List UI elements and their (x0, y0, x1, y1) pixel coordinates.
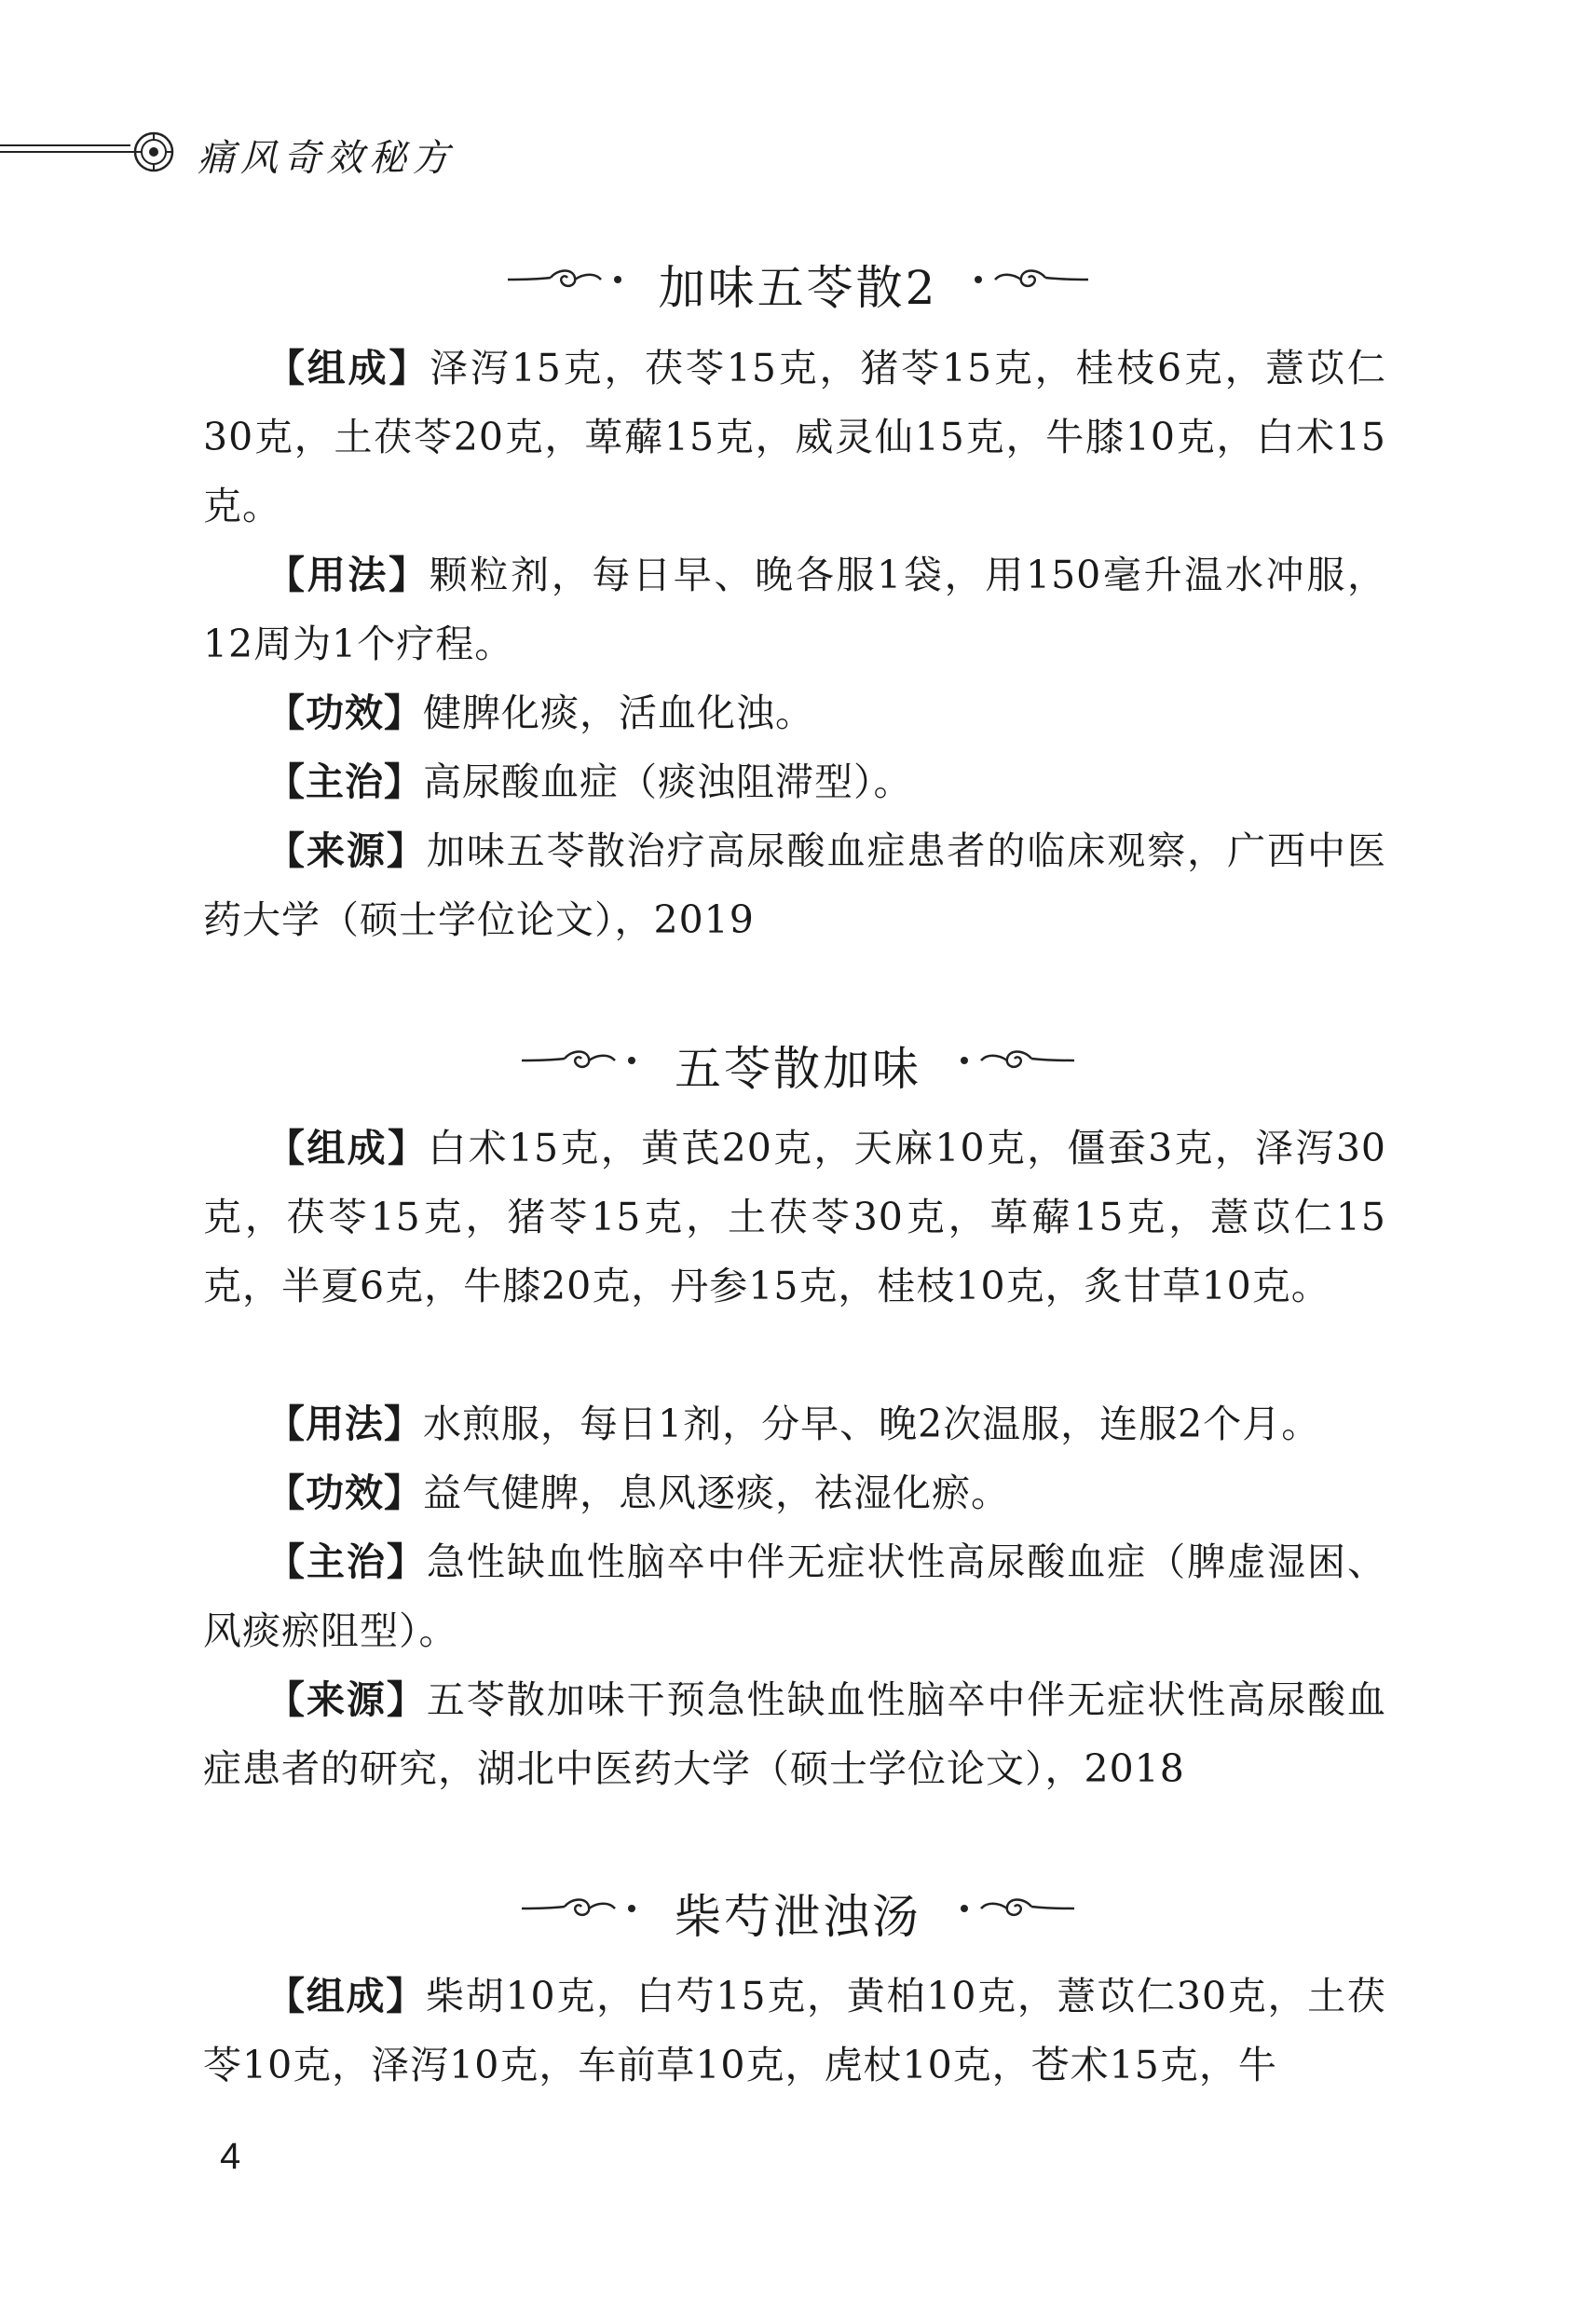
paragraph-composition: 【组成】柴胡10克，白芍15克，黄柏10克，薏苡仁30克，土茯苓10克，泽泻10克，车前草10克，虎杖10克，苍术15克，牛 (203, 1974, 1387, 2087)
section-heading (0, 1028, 1596, 1102)
paragraph-usage: 【用法】水煎服，每日1剂，分早、晚2次温服，连服2个月。 (266, 1402, 1321, 1446)
page-number: 4 (220, 2136, 241, 2177)
section-title: 五苓散加味 (675, 1042, 921, 1096)
right-ornament-icon (953, 1045, 1076, 1076)
paragraph-effect: 【功效】益气健脾，息风逐痰，祛湿化瘀。 (266, 1471, 1010, 1515)
right-ornament-icon (967, 264, 1090, 295)
paragraph-source: 【来源】加味五苓散治疗高尿酸血症患者的临床观察，广西中医药大学（硕士学位论文），2019 (203, 828, 1387, 942)
paragraph-source: 【来源】五苓散加味干预急性缺血性脑卒中伴无症状性高尿酸血症患者的研究，湖北中医药大学（硕士学位论文），2018 (203, 1677, 1387, 1791)
section-title: 加味五苓散2 (658, 261, 938, 315)
paragraph-composition: 【组成】白术15克，黄芪20克，天麻10克，僵蚕3克，泽泻30克，茯苓15克，猪苓15克，土茯苓30克，萆薢15克，薏苡仁15克，半夏6克，牛膝20克，丹参15克，桂枝10克，炙甘草10克。 (203, 1126, 1386, 1308)
paragraph-composition: 【组成】泽泻15克，茯苓15克，猪苓15克，桂枝6克，薏苡仁30克，土茯苓20克，萆薢15克，威灵仙15克，牛膝10克，白术15克。 (203, 346, 1386, 528)
header-rule (0, 139, 140, 157)
right-ornament-icon (953, 1893, 1076, 1924)
section-title: 柴芍泄浊汤 (675, 1890, 921, 1944)
paragraph-indication: 【主治】急性缺血性脑卒中伴无症状性高尿酸血症（脾虚湿困、风痰瘀阻型）。 (203, 1539, 1387, 1653)
header-emblem-icon (132, 130, 175, 173)
section-heading (0, 1876, 1596, 1950)
paragraph-usage: 【用法】颗粒剂，每日早、晚各服1袋，用150毫升温水冲服，12周为1个疗程。 (203, 553, 1386, 666)
section-heading (0, 247, 1596, 321)
paragraph-effect: 【功效】健脾化痰，活血化浊。 (266, 691, 814, 735)
running-header-title: 痛风奇效秘方 (198, 137, 455, 180)
paragraph-indication: 【主治】高尿酸血症（痰浊阻滞型）。 (266, 759, 913, 804)
